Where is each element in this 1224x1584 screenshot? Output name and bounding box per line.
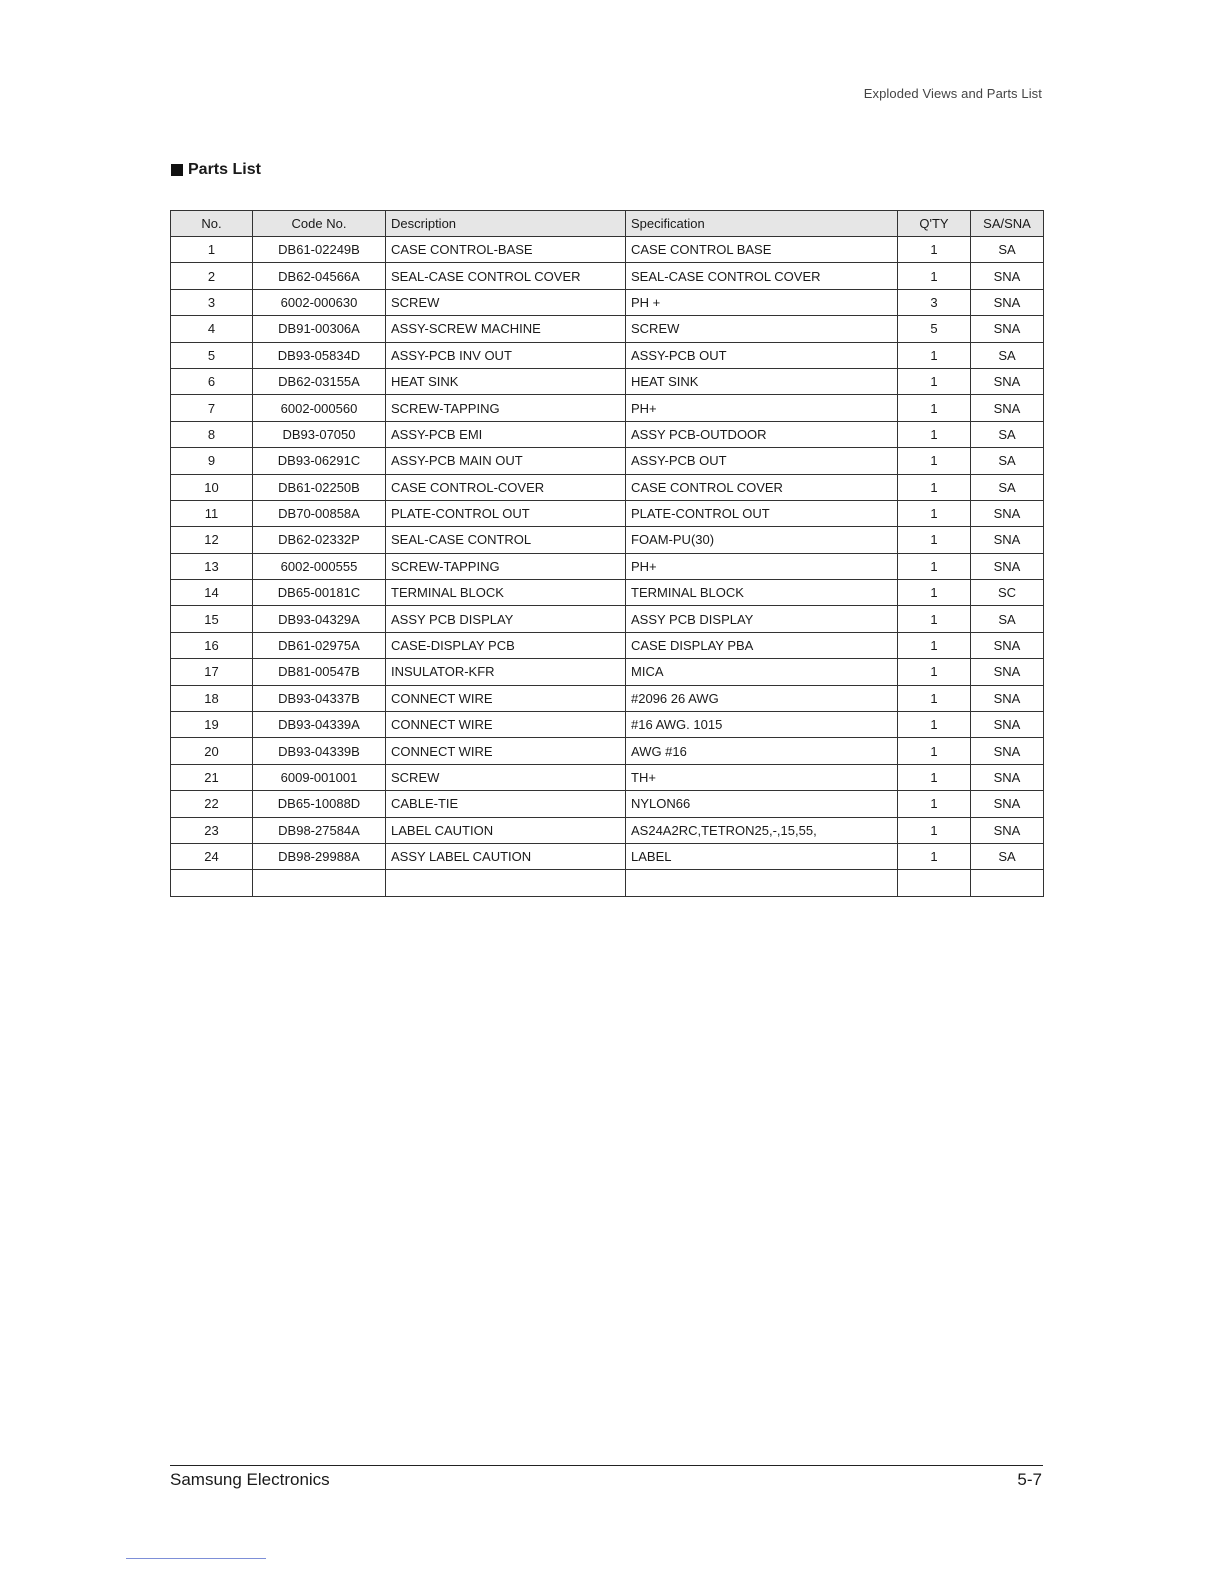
cell-sa-sna: SNA [971,632,1044,658]
cell-no: 24 [171,843,253,869]
cell-qty: 1 [898,368,971,394]
cell-sa-sna: SNA [971,527,1044,553]
cell-specification: MICA [626,659,898,685]
cell-code: DB62-03155A [253,368,386,394]
table-row [171,870,1044,896]
cell-description: TERMINAL BLOCK [386,580,626,606]
cell-no: 10 [171,474,253,500]
cell-qty: 5 [898,316,971,342]
cell-description: HEAT SINK [386,368,626,394]
cell-description: ASSY LABEL CAUTION [386,843,626,869]
col-header-no: No. [171,211,253,237]
cell-description: SEAL-CASE CONTROL [386,527,626,553]
table-row [171,606,1044,632]
cell-code: 6009-001001 [253,764,386,790]
table-row [171,527,1044,553]
col-header-specification: Specification [626,211,898,237]
cell-description [386,870,626,896]
table-row [171,395,1044,421]
table-row [171,764,1044,790]
cell-description: ASSY-SCREW MACHINE [386,316,626,342]
cell-code: DB93-04339B [253,738,386,764]
cell-specification: ASSY PCB DISPLAY [626,606,898,632]
cell-code: DB61-02249B [253,237,386,263]
cell-sa-sna: SNA [971,395,1044,421]
parts-table [170,210,1044,897]
cell-specification: PH + [626,289,898,315]
cell-no: 12 [171,527,253,553]
cell-sa-sna: SNA [971,368,1044,394]
cell-qty: 1 [898,764,971,790]
cell-specification [626,870,898,896]
cell-code: DB91-00306A [253,316,386,342]
cell-sa-sna: SNA [971,289,1044,315]
table-row [171,263,1044,289]
cell-no: 8 [171,421,253,447]
table-row [171,368,1044,394]
cell-code: DB65-10088D [253,791,386,817]
cell-no: 14 [171,580,253,606]
cell-qty: 1 [898,474,971,500]
cell-code: DB93-07050 [253,421,386,447]
cell-specification: AS24A2RC,TETRON25,-,15,55, [626,817,898,843]
cell-no: 22 [171,791,253,817]
cell-code: DB98-27584A [253,817,386,843]
table-row [171,685,1044,711]
cell-specification: CASE DISPLAY PBA [626,632,898,658]
cell-code: 6002-000630 [253,289,386,315]
cell-qty: 1 [898,553,971,579]
table-row [171,712,1044,738]
table-row [171,791,1044,817]
footer-company: Samsung Electronics [170,1470,330,1489]
cell-sa-sna: SA [971,474,1044,500]
cell-specification: AWG #16 [626,738,898,764]
cell-code: DB93-06291C [253,448,386,474]
cell-qty: 1 [898,632,971,658]
cell-sa-sna: SNA [971,553,1044,579]
cell-code: DB61-02250B [253,474,386,500]
cell-specification: CASE CONTROL BASE [626,237,898,263]
cell-no: 9 [171,448,253,474]
cell-sa-sna: SNA [971,659,1044,685]
col-header-sa-sna: SA/SNA [971,211,1044,237]
cell-sa-sna: SNA [971,791,1044,817]
cell-specification: HEAT SINK [626,368,898,394]
cell-specification: #16 AWG. 1015 [626,712,898,738]
cell-specification: TERMINAL BLOCK [626,580,898,606]
cell-qty: 1 [898,817,971,843]
stray-rule [126,1558,266,1559]
cell-sa-sna: SNA [971,817,1044,843]
cell-code: DB62-02332P [253,527,386,553]
cell-qty: 1 [898,500,971,526]
cell-no [171,870,253,896]
cell-description: SCREW-TAPPING [386,395,626,421]
cell-sa-sna: SNA [971,500,1044,526]
cell-code: DB98-29988A [253,843,386,869]
table-row [171,342,1044,368]
cell-description: ASSY-PCB MAIN OUT [386,448,626,474]
cell-description: CASE CONTROL-BASE [386,237,626,263]
cell-no: 21 [171,764,253,790]
cell-description: CABLE-TIE [386,791,626,817]
cell-sa-sna: SA [971,421,1044,447]
cell-no: 2 [171,263,253,289]
cell-no: 13 [171,553,253,579]
cell-sa-sna: SA [971,342,1044,368]
cell-qty: 1 [898,421,971,447]
footer-rule [170,1465,1043,1466]
cell-code: DB61-02975A [253,632,386,658]
table-row [171,500,1044,526]
cell-qty: 1 [898,448,971,474]
cell-code: 6002-000560 [253,395,386,421]
table-row [171,474,1044,500]
cell-no: 18 [171,685,253,711]
running-header: Exploded Views and Parts List [863,86,1042,101]
cell-no: 6 [171,368,253,394]
cell-specification: LABEL [626,843,898,869]
cell-qty: 1 [898,395,971,421]
table-row [171,817,1044,843]
cell-specification: ASSY-PCB OUT [626,342,898,368]
cell-code: DB65-00181C [253,580,386,606]
cell-no: 4 [171,316,253,342]
cell-qty: 1 [898,659,971,685]
table-row [171,316,1044,342]
cell-code: DB93-05834D [253,342,386,368]
parts-table-header [171,211,1044,237]
cell-qty: 1 [898,237,971,263]
footer-page-number: 5-7 [1017,1470,1042,1489]
cell-description: SEAL-CASE CONTROL COVER [386,263,626,289]
cell-description: ASSY PCB DISPLAY [386,606,626,632]
cell-sa-sna: SC [971,580,1044,606]
cell-code: DB81-00547B [253,659,386,685]
cell-no: 15 [171,606,253,632]
cell-qty: 1 [898,580,971,606]
cell-sa-sna: SA [971,237,1044,263]
cell-no: 7 [171,395,253,421]
cell-no: 11 [171,500,253,526]
cell-no: 19 [171,712,253,738]
cell-description: ASSY-PCB EMI [386,421,626,447]
cell-specification: SEAL-CASE CONTROL COVER [626,263,898,289]
cell-qty: 3 [898,289,971,315]
cell-qty: 1 [898,791,971,817]
cell-qty: 1 [898,263,971,289]
col-header-code: Code No. [253,211,386,237]
cell-code: DB62-04566A [253,263,386,289]
cell-qty: 1 [898,606,971,632]
cell-sa-sna [971,870,1044,896]
cell-no: 17 [171,659,253,685]
cell-description: CASE-DISPLAY PCB [386,632,626,658]
cell-code [253,870,386,896]
cell-sa-sna: SNA [971,263,1044,289]
cell-description: SCREW [386,289,626,315]
cell-specification: ASSY-PCB OUT [626,448,898,474]
table-row [171,738,1044,764]
cell-description: CONNECT WIRE [386,685,626,711]
cell-no: 23 [171,817,253,843]
cell-qty: 1 [898,712,971,738]
cell-sa-sna: SNA [971,316,1044,342]
table-row [171,237,1044,263]
cell-no: 20 [171,738,253,764]
table-row [171,289,1044,315]
cell-sa-sna: SNA [971,738,1044,764]
cell-specification: FOAM-PU(30) [626,527,898,553]
cell-code: DB93-04339A [253,712,386,738]
cell-description: ASSY-PCB INV OUT [386,342,626,368]
cell-description: PLATE-CONTROL OUT [386,500,626,526]
table-row [171,632,1044,658]
col-header-description: Description [386,211,626,237]
cell-description: CASE CONTROL-COVER [386,474,626,500]
section-title-text: Parts List [188,161,261,178]
cell-qty: 1 [898,685,971,711]
cell-description: CONNECT WIRE [386,738,626,764]
cell-qty: 1 [898,342,971,368]
table-row [171,659,1044,685]
cell-code: 6002-000555 [253,553,386,579]
cell-sa-sna: SNA [971,712,1044,738]
cell-specification: ASSY PCB-OUTDOOR [626,421,898,447]
parts-table-body [171,237,1044,897]
cell-sa-sna: SNA [971,685,1044,711]
cell-description: INSULATOR-KFR [386,659,626,685]
cell-specification: CASE CONTROL COVER [626,474,898,500]
cell-qty: 1 [898,738,971,764]
cell-no: 5 [171,342,253,368]
cell-no: 3 [171,289,253,315]
cell-sa-sna: SA [971,448,1044,474]
cell-qty: 1 [898,843,971,869]
cell-code: DB93-04337B [253,685,386,711]
header-row [171,211,1044,237]
cell-specification: PLATE-CONTROL OUT [626,500,898,526]
table-row [171,580,1044,606]
cell-no: 1 [171,237,253,263]
cell-specification: TH+ [626,764,898,790]
cell-code: DB93-04329A [253,606,386,632]
cell-qty: 1 [898,527,971,553]
cell-specification: NYLON66 [626,791,898,817]
square-bullet-icon [171,164,183,176]
cell-code: DB70-00858A [253,500,386,526]
cell-description: LABEL CAUTION [386,817,626,843]
cell-qty [898,870,971,896]
cell-specification: PH+ [626,553,898,579]
cell-sa-sna: SA [971,606,1044,632]
table-row [171,448,1044,474]
section-title [171,161,261,179]
table-row [171,421,1044,447]
cell-specification: SCREW [626,316,898,342]
cell-description: SCREW-TAPPING [386,553,626,579]
cell-description: SCREW [386,764,626,790]
cell-specification: PH+ [626,395,898,421]
cell-specification: #2096 26 AWG [626,685,898,711]
col-header-qty: Q'TY [898,211,971,237]
cell-sa-sna: SA [971,843,1044,869]
cell-description: CONNECT WIRE [386,712,626,738]
table-row [171,843,1044,869]
cell-sa-sna: SNA [971,764,1044,790]
cell-no: 16 [171,632,253,658]
table-row [171,553,1044,579]
